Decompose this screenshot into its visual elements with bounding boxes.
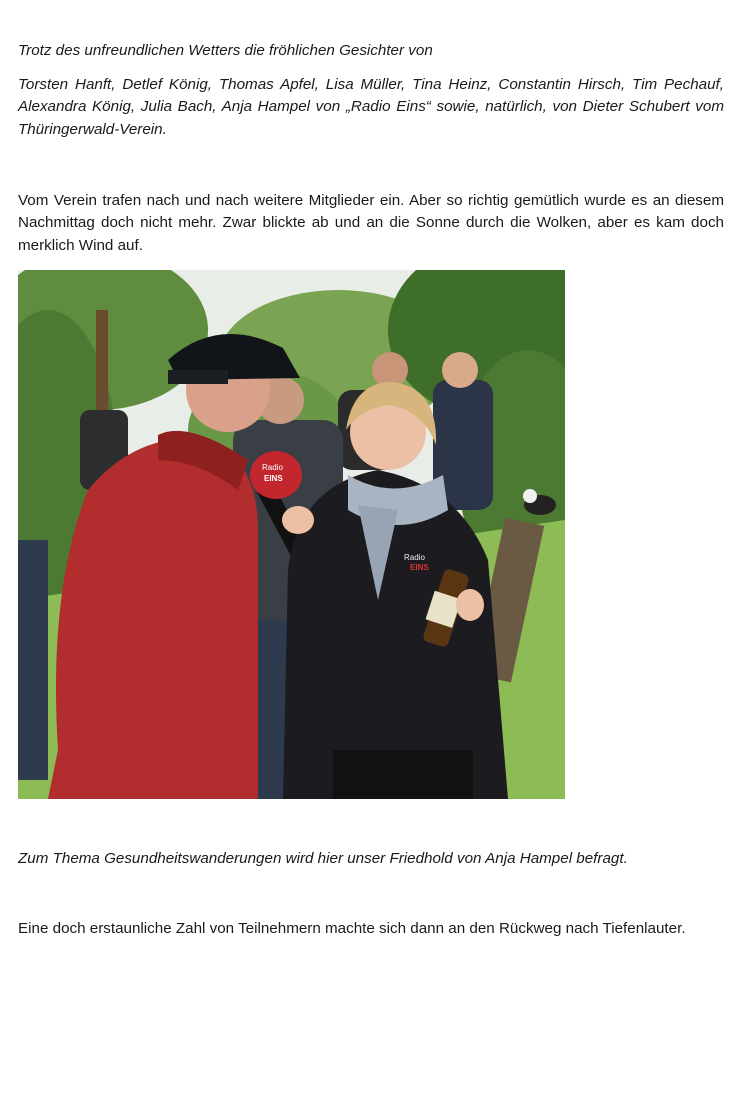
closing-paragraph: Eine doch erstaunliche Zahl von Teilnehmern machte sich dann an den Rückweg nach Tiefenlauter. (18, 920, 686, 937)
photo-caption: Zum Thema Gesundheitswanderungen wird hier unser Friedhold von Anja Hampel befragt. (18, 850, 628, 867)
jacket-label-top: Radio (404, 553, 425, 562)
mic-label-bottom: EINS (264, 474, 283, 483)
interview-photo (18, 270, 565, 799)
jacket-label-bottom: EINS (410, 563, 429, 572)
mic-label-top: Radio (262, 463, 283, 472)
interview-photo-illustration (18, 270, 565, 799)
intro-paragraph: Trotz des unfreundlichen Wetters die fröhlichen Gesichter von (18, 42, 433, 59)
names-paragraph: Torsten Hanft, Detlef König, Thomas Apfel, Lisa Müller, Tina Heinz, Constantin Hirsch, Tim Pechauf, Alexandra König, Julia Bach, Anja Hampel von „Radio Eins“ sowie, natürlich, von Dieter Schubert vom Thüringerwald-Verein. (18, 76, 724, 138)
verein-paragraph: Vom Verein trafen nach und nach weitere Mitglieder ein. Aber so richtig gemütlich wurde es an diesem Nachmittag doch nicht mehr. Zwar blickte ab und an die Sonne durch die Wolken, aber es kam doch merklich Wind auf. (18, 192, 724, 254)
